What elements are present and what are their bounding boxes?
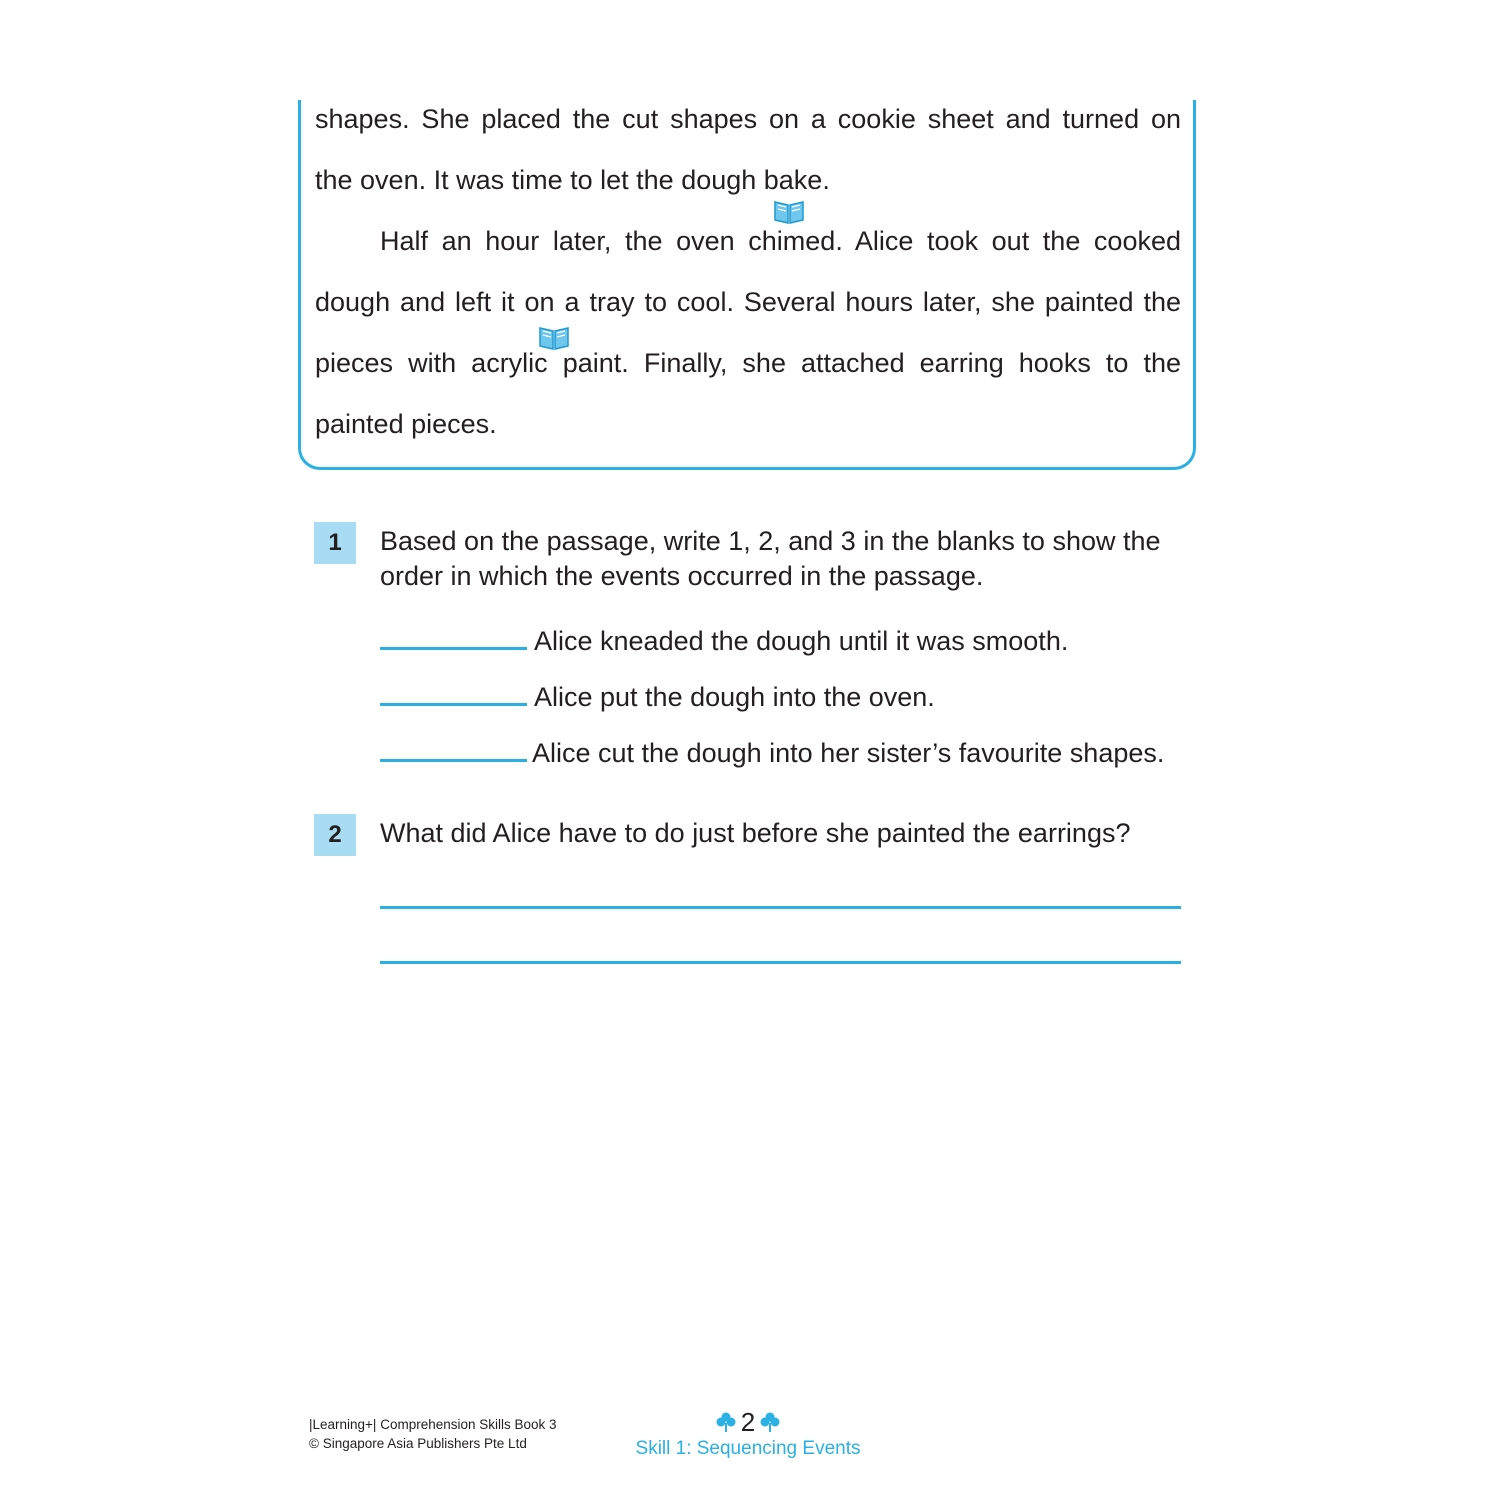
- question-1-option-3: Alice cut the dough into her sister’s favourite shapes.: [532, 738, 1165, 768]
- clover-icon: [715, 1411, 737, 1433]
- passage-line-4: dough and left it on a tray to cool. Several hours later, she painted the: [315, 287, 1181, 317]
- question-2-prompt: What did Alice have to do just before she painted the earrings?: [380, 818, 1131, 848]
- book-icon[interactable]: [537, 322, 571, 352]
- answer-blank-3[interactable]: [380, 759, 527, 762]
- passage-line-3: Half an hour later, the oven chimed. Alice took out the cooked: [380, 226, 1181, 256]
- answer-blank-2[interactable]: [380, 703, 527, 706]
- copyright: © Singapore Asia Publishers Pte Ltd: [309, 1436, 527, 1451]
- answer-line-1[interactable]: [380, 906, 1181, 909]
- footer-left: [309, 1415, 557, 1453]
- question-1-option-2: Alice put the dough into the oven.: [534, 682, 935, 712]
- page-number-row: [600, 1407, 896, 1437]
- question-1-option-1: Alice kneaded the dough until it was smooth.: [534, 626, 1069, 656]
- page-number: 2: [740, 1407, 756, 1437]
- question-number-1: 1: [314, 522, 356, 564]
- skill-label: Skill 1: Sequencing Events: [635, 1438, 861, 1459]
- question-1-prompt: Based on the passage, write 1, 2, and 3 in the blanks to show the order in which the events occurred in the passage.: [380, 526, 1161, 591]
- passage-line-5: pieces with acrylic paint. Finally, she attached earring hooks to the: [315, 348, 1181, 378]
- passage-line-2: the oven. It was time to let the dough bake.: [315, 165, 830, 195]
- answer-blank-1[interactable]: [380, 647, 527, 650]
- question-number-2: 2: [314, 814, 356, 856]
- footer-center: [600, 1407, 896, 1461]
- book-title: |Learning+| Comprehension Skills Book 3: [309, 1417, 557, 1432]
- passage-line-6: painted pieces.: [315, 409, 497, 439]
- passage-line-1: shapes. She placed the cut shapes on a cookie sheet and turned on: [315, 104, 1181, 134]
- book-icon[interactable]: [772, 196, 806, 226]
- answer-line-2[interactable]: [380, 961, 1181, 964]
- clover-icon: [759, 1411, 781, 1433]
